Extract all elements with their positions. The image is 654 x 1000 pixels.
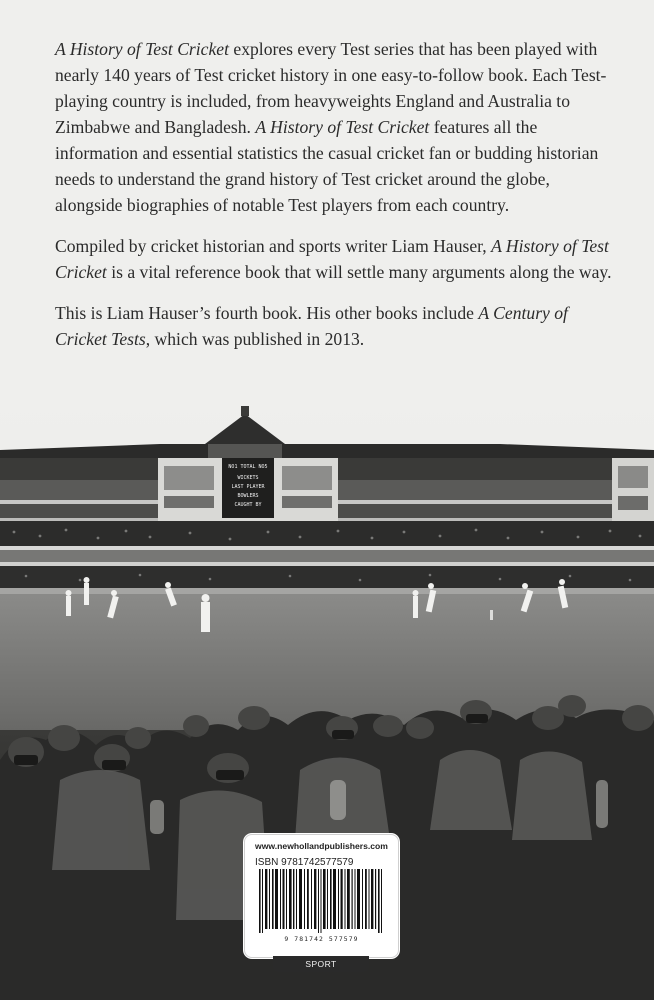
blurb-paragraph-1 (55, 36, 615, 218)
book-title: A History of Test Cricket (255, 117, 430, 137)
barcode-panel (244, 834, 399, 958)
scoreboard-line: CAUGHT BY (234, 502, 262, 508)
blurb-text-span: explores every Test series that has been played with nearly 140 years of Test cricket history in one easy-to-follow book. Each Test-playing country is included, from heavyweights England and Australia to Zimbabwe and Bangladesh. (55, 39, 607, 137)
blurb-paragraph-3 (55, 300, 615, 352)
book-title: A History of Test Cricket (55, 236, 609, 282)
barcode-digits: 9 781742 577579 (284, 935, 359, 943)
blurb-text-span: Compiled by cricket historian and sports writer Liam Hauser, (55, 236, 492, 256)
scoreboard-line: NO1 TOTAL NO5 (228, 464, 268, 470)
isbn-label: ISBN 9781742577579 (255, 857, 354, 868)
book-title: A History of Test Cricket (55, 39, 229, 59)
blurb-paragraph-2 (55, 233, 615, 285)
category-label: SPORT (273, 956, 369, 972)
blurb-text (55, 36, 615, 367)
blurb-text-span: is a vital reference book that will settle many arguments along the way. (106, 262, 612, 282)
scoreboard-line: LAST PLAYER (231, 484, 265, 490)
blurb-text-span: , which was published in 2013. (145, 329, 365, 349)
publisher-url: www.newhollandpublishers.com (255, 841, 388, 851)
barcode-icon (259, 869, 383, 933)
blurb-text-span: features all the information and essential statistics the casual cricket fan or budding historian needs to understand the grand history of Test cricket around the globe, alongside biographies of notable Test players from each country. (55, 117, 599, 215)
scoreboard-line: BOWLERS (237, 493, 259, 499)
scoreboard-line: WICKETS (237, 475, 259, 481)
other-book-title: A Century of Cricket Tests (55, 303, 568, 349)
blurb-text-span: This is Liam Hauser’s fourth book. His other books include (55, 303, 479, 323)
